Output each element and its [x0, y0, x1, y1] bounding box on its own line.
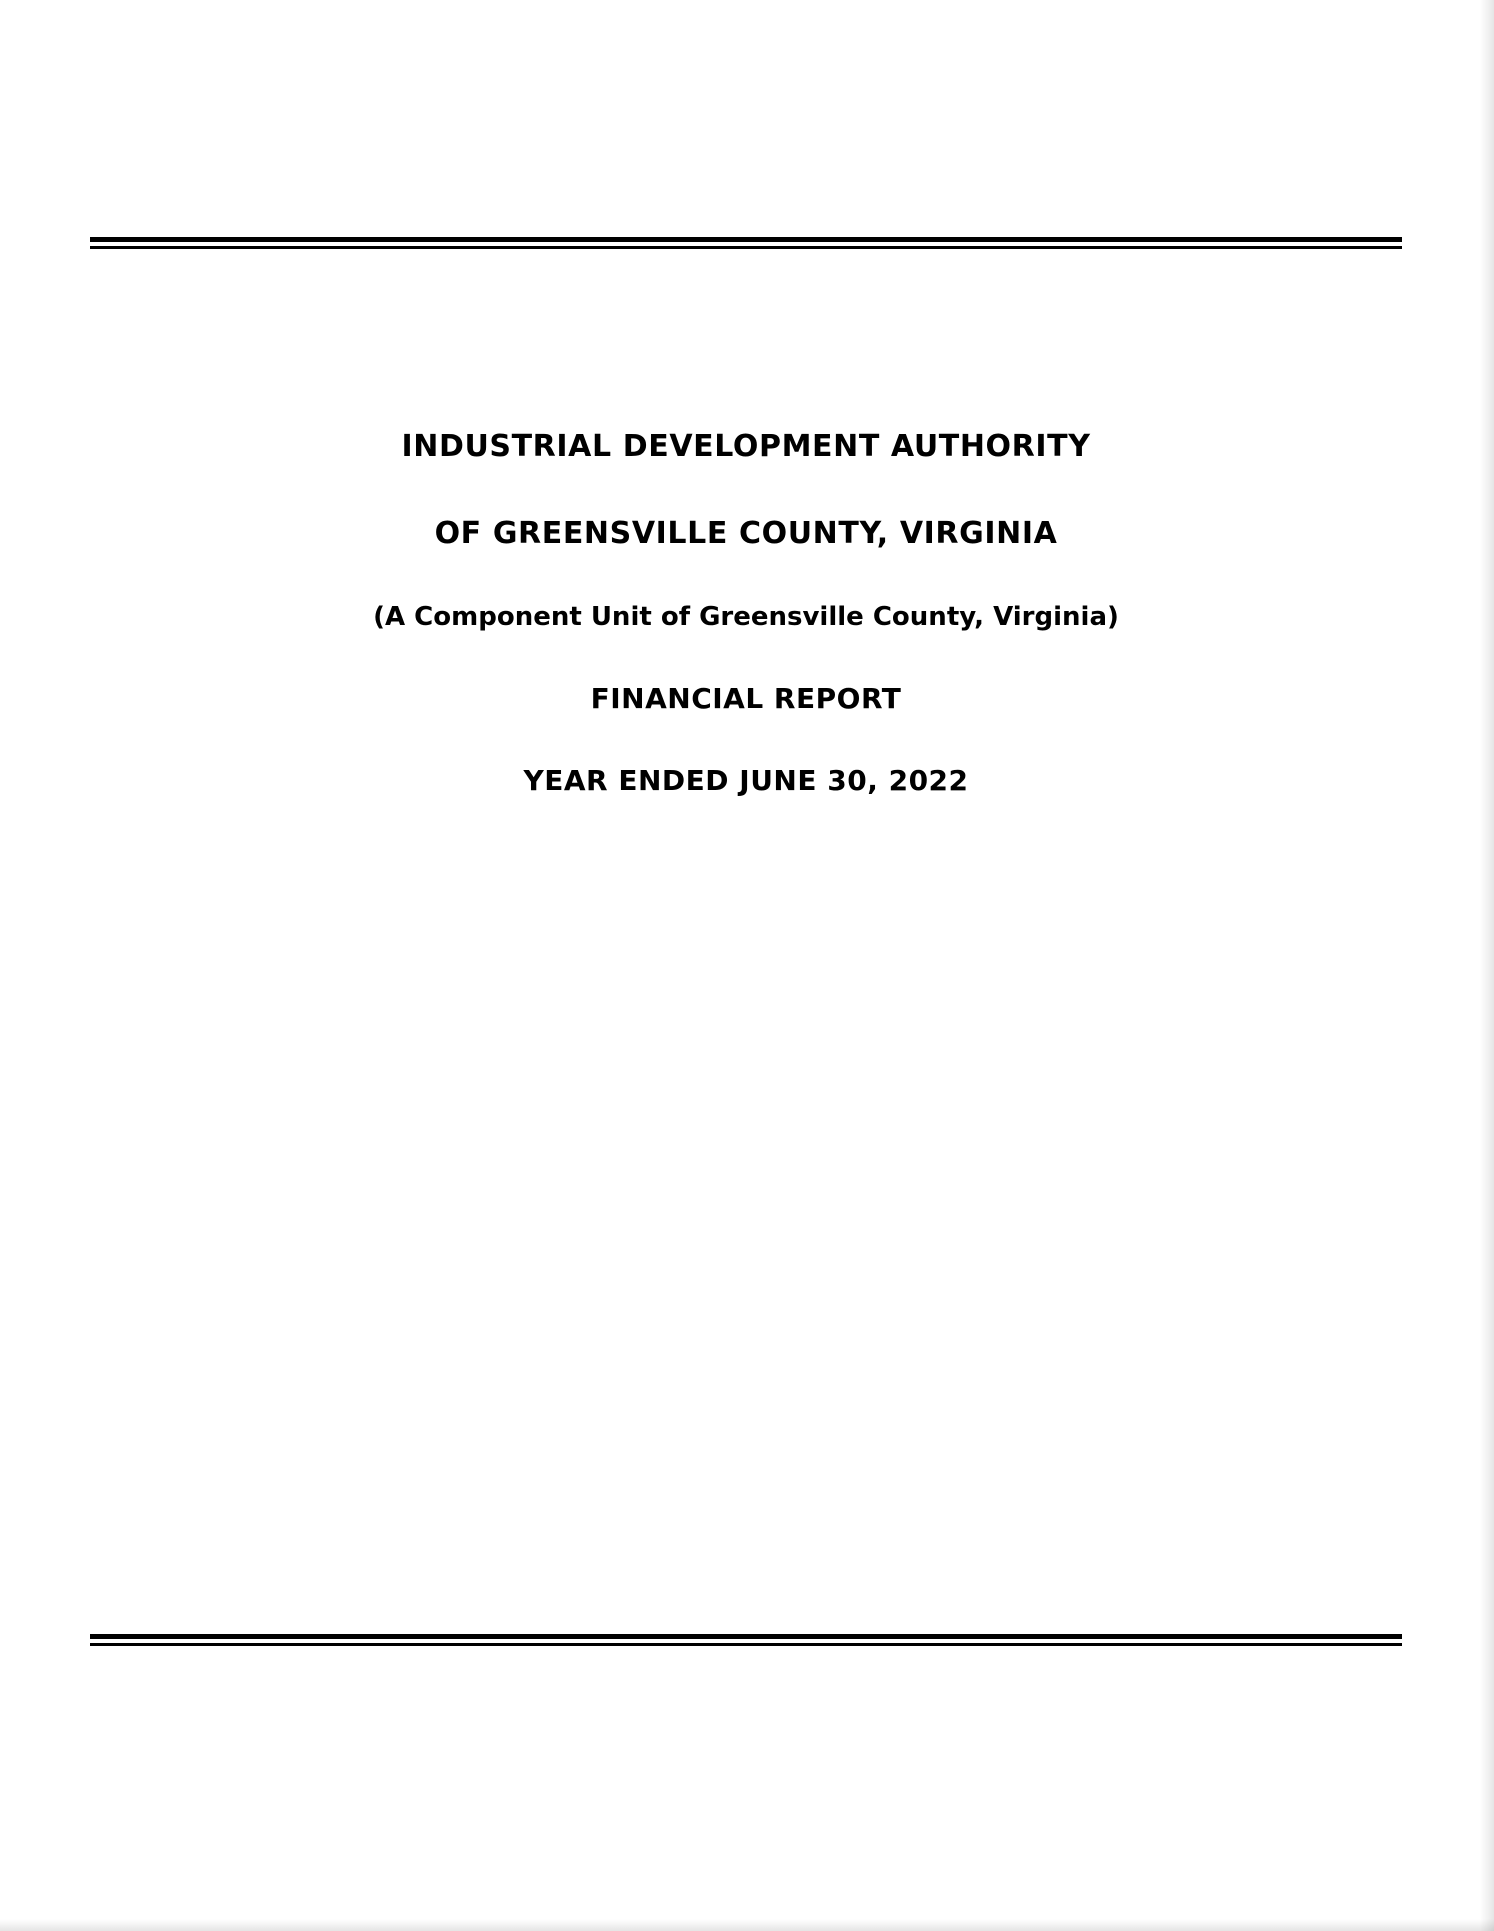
bottom-double-rule — [90, 1634, 1402, 1646]
cover-heading-line-2: OF GREENSVILLE COUNTY, VIRGINIA — [434, 515, 1058, 551]
cover-heading-line-1: INDUSTRIAL DEVELOPMENT AUTHORITY — [401, 429, 1091, 464]
top-double-rule — [90, 237, 1402, 249]
bottom-rule-thin — [90, 1643, 1402, 1646]
cover-title-block — [90, 430, 1402, 797]
report-period: YEAR ENDED JUNE 30, 2022 — [523, 764, 969, 798]
top-rule-thin — [90, 246, 1402, 249]
component-unit-note: (A Component Unit of Greensville County, Virginia) — [373, 602, 1119, 632]
report-type: FINANCIAL REPORT — [590, 681, 902, 715]
